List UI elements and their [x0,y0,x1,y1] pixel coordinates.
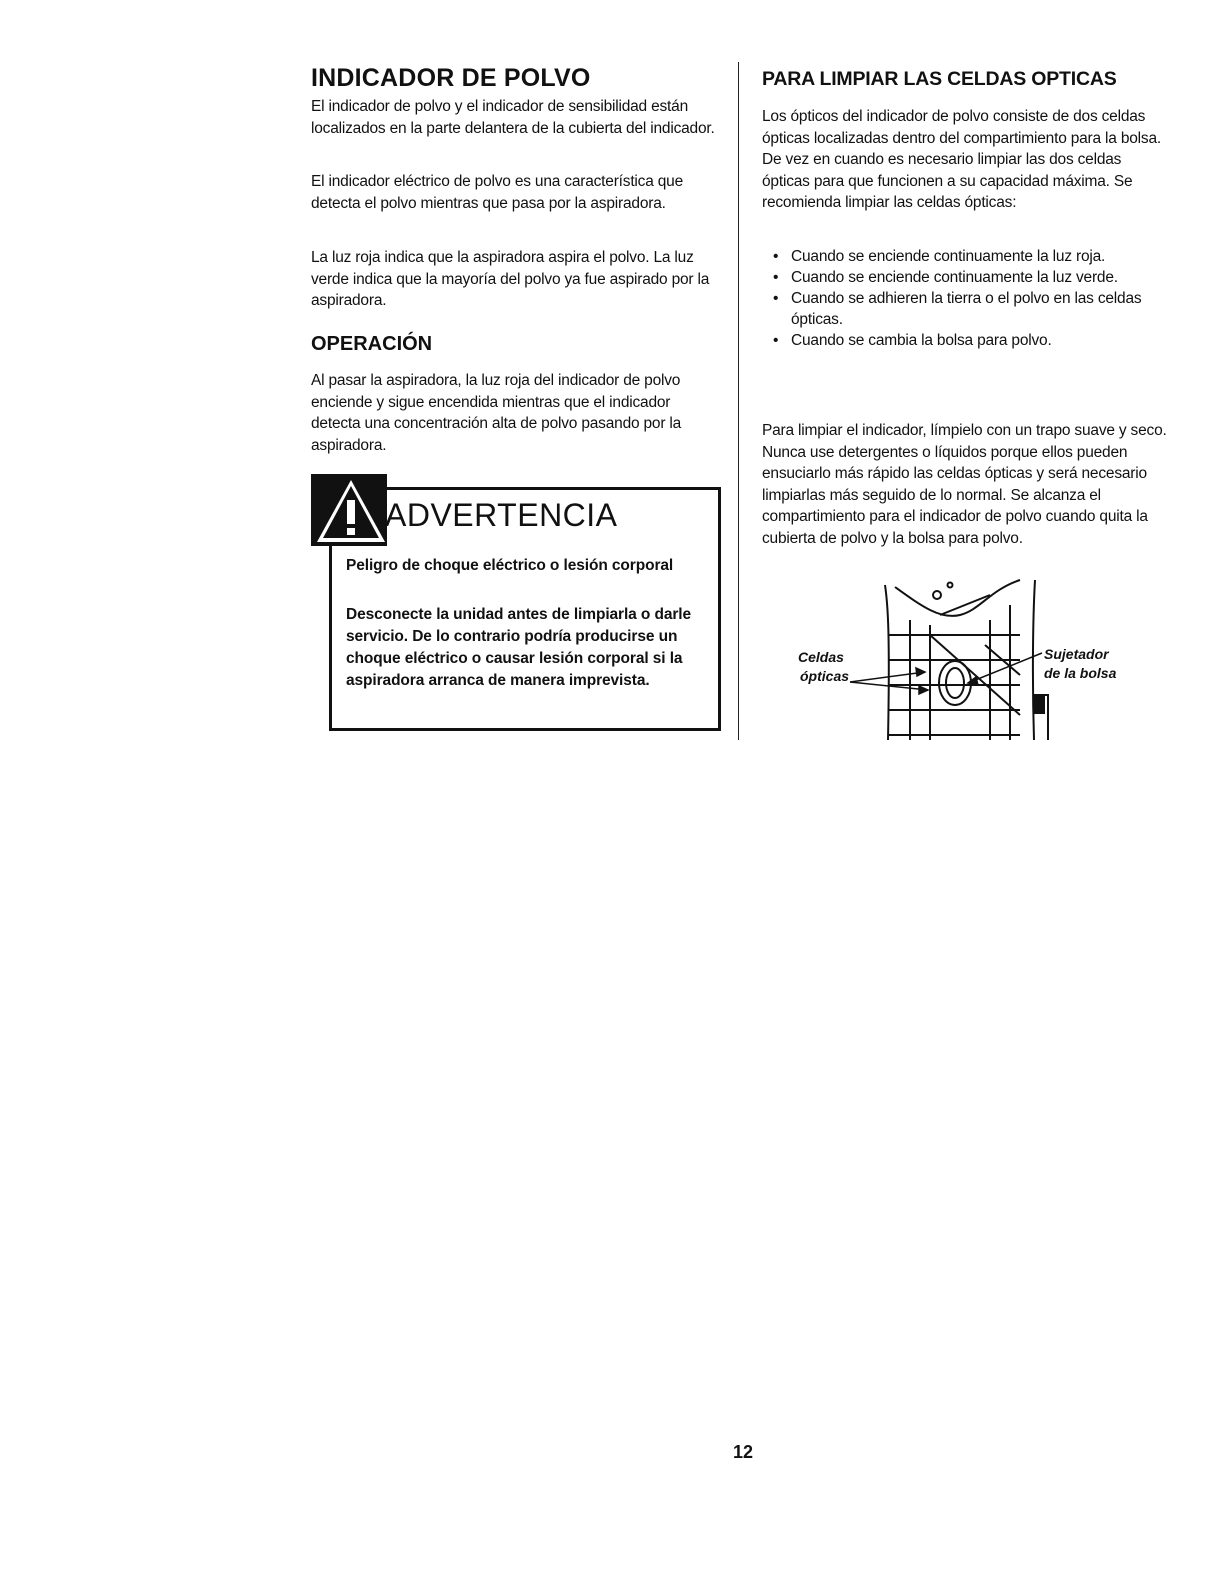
cleaning-conditions-list [762,246,1172,351]
section-title-operacion: OPERACIÓN [311,333,433,355]
paragraph-opticos: Los ópticos del indicador de polvo consiste de dos celdas ópticas localizadas dentro del compartimiento para la bolsa. De vez en cuando es necesario limpiar las dos celdas ópticas para que funcionen a su capacidad máxima. Se recomienda limpiar las celdas ópticas: [762,108,1161,211]
warning-triangle-icon [311,474,391,546]
paragraph-electrico: El indicador eléctrico de polvo es una característica que detecta el polvo mientras que pasa por la aspiradora. [311,173,684,212]
warning-instruction-text: Desconecte la unidad antes de limpiarla o darle servicio. De lo contrario podría producirse un choque eléctrico o causar lesión corporal si la aspiradora arranca de manera imprevista. [346,606,692,689]
list-item: • Cuando se enciende continuamente la luz verde. [762,267,1172,288]
warning-title: ADVERTENCIA [385,497,618,533]
optical-cells-illustration [790,575,1160,750]
list-item: • Cuando se cambia la bolsa para polvo. [762,330,1172,351]
paragraph-luces: La luz roja indica que la aspiradora aspira el polvo. La luz verde indica que la mayoría del polvo ya fue aspirado por la aspiradora. [311,249,710,309]
column-divider [738,62,739,740]
paragraph-intro: El indicador de polvo y el indicador de sensibilidad están localizados en la parte delantera de la cubierta del indicador. [311,98,715,137]
section-title-indicador: INDICADOR DE POLVO [311,64,591,92]
list-item: • Cuando se adhieren la tierra o el polvo en las celdas ópticas. [762,288,1172,330]
paragraph-operacion: Al pasar la aspiradora, la luz roja del indicador de polvo enciende y sigue encendida mientras que el indicador detecta una concentración alta de polvo pasando por la aspiradora. [311,372,682,454]
callout-sujetador: Sujetador de la bolsa [1044,646,1117,681]
paragraph-limpieza: Para limpiar el indicador, límpielo con un trapo suave y seco. Nunca use detergentes o líquidos porque ellos pueden ensuciarlo más rápido las celdas ópticas y será necesario limpiarlas más seguido de lo normal. Se alcanza el compartimiento para el indicador de polvo cuando quita la cubierta de polvo y la bolsa para polvo. [762,422,1167,547]
list-item: • Cuando se enciende continuamente la luz roja. [762,246,1172,267]
warning-hazard-text: Peligro de choque eléctrico o lesión corporal [346,557,674,574]
callout-celdas-opticas: Celdas ópticas [798,649,850,684]
section-title-limpiar: PARA LIMPIAR LAS CELDAS OPTICAS [762,68,1117,90]
page-number: 12 [733,1442,754,1462]
